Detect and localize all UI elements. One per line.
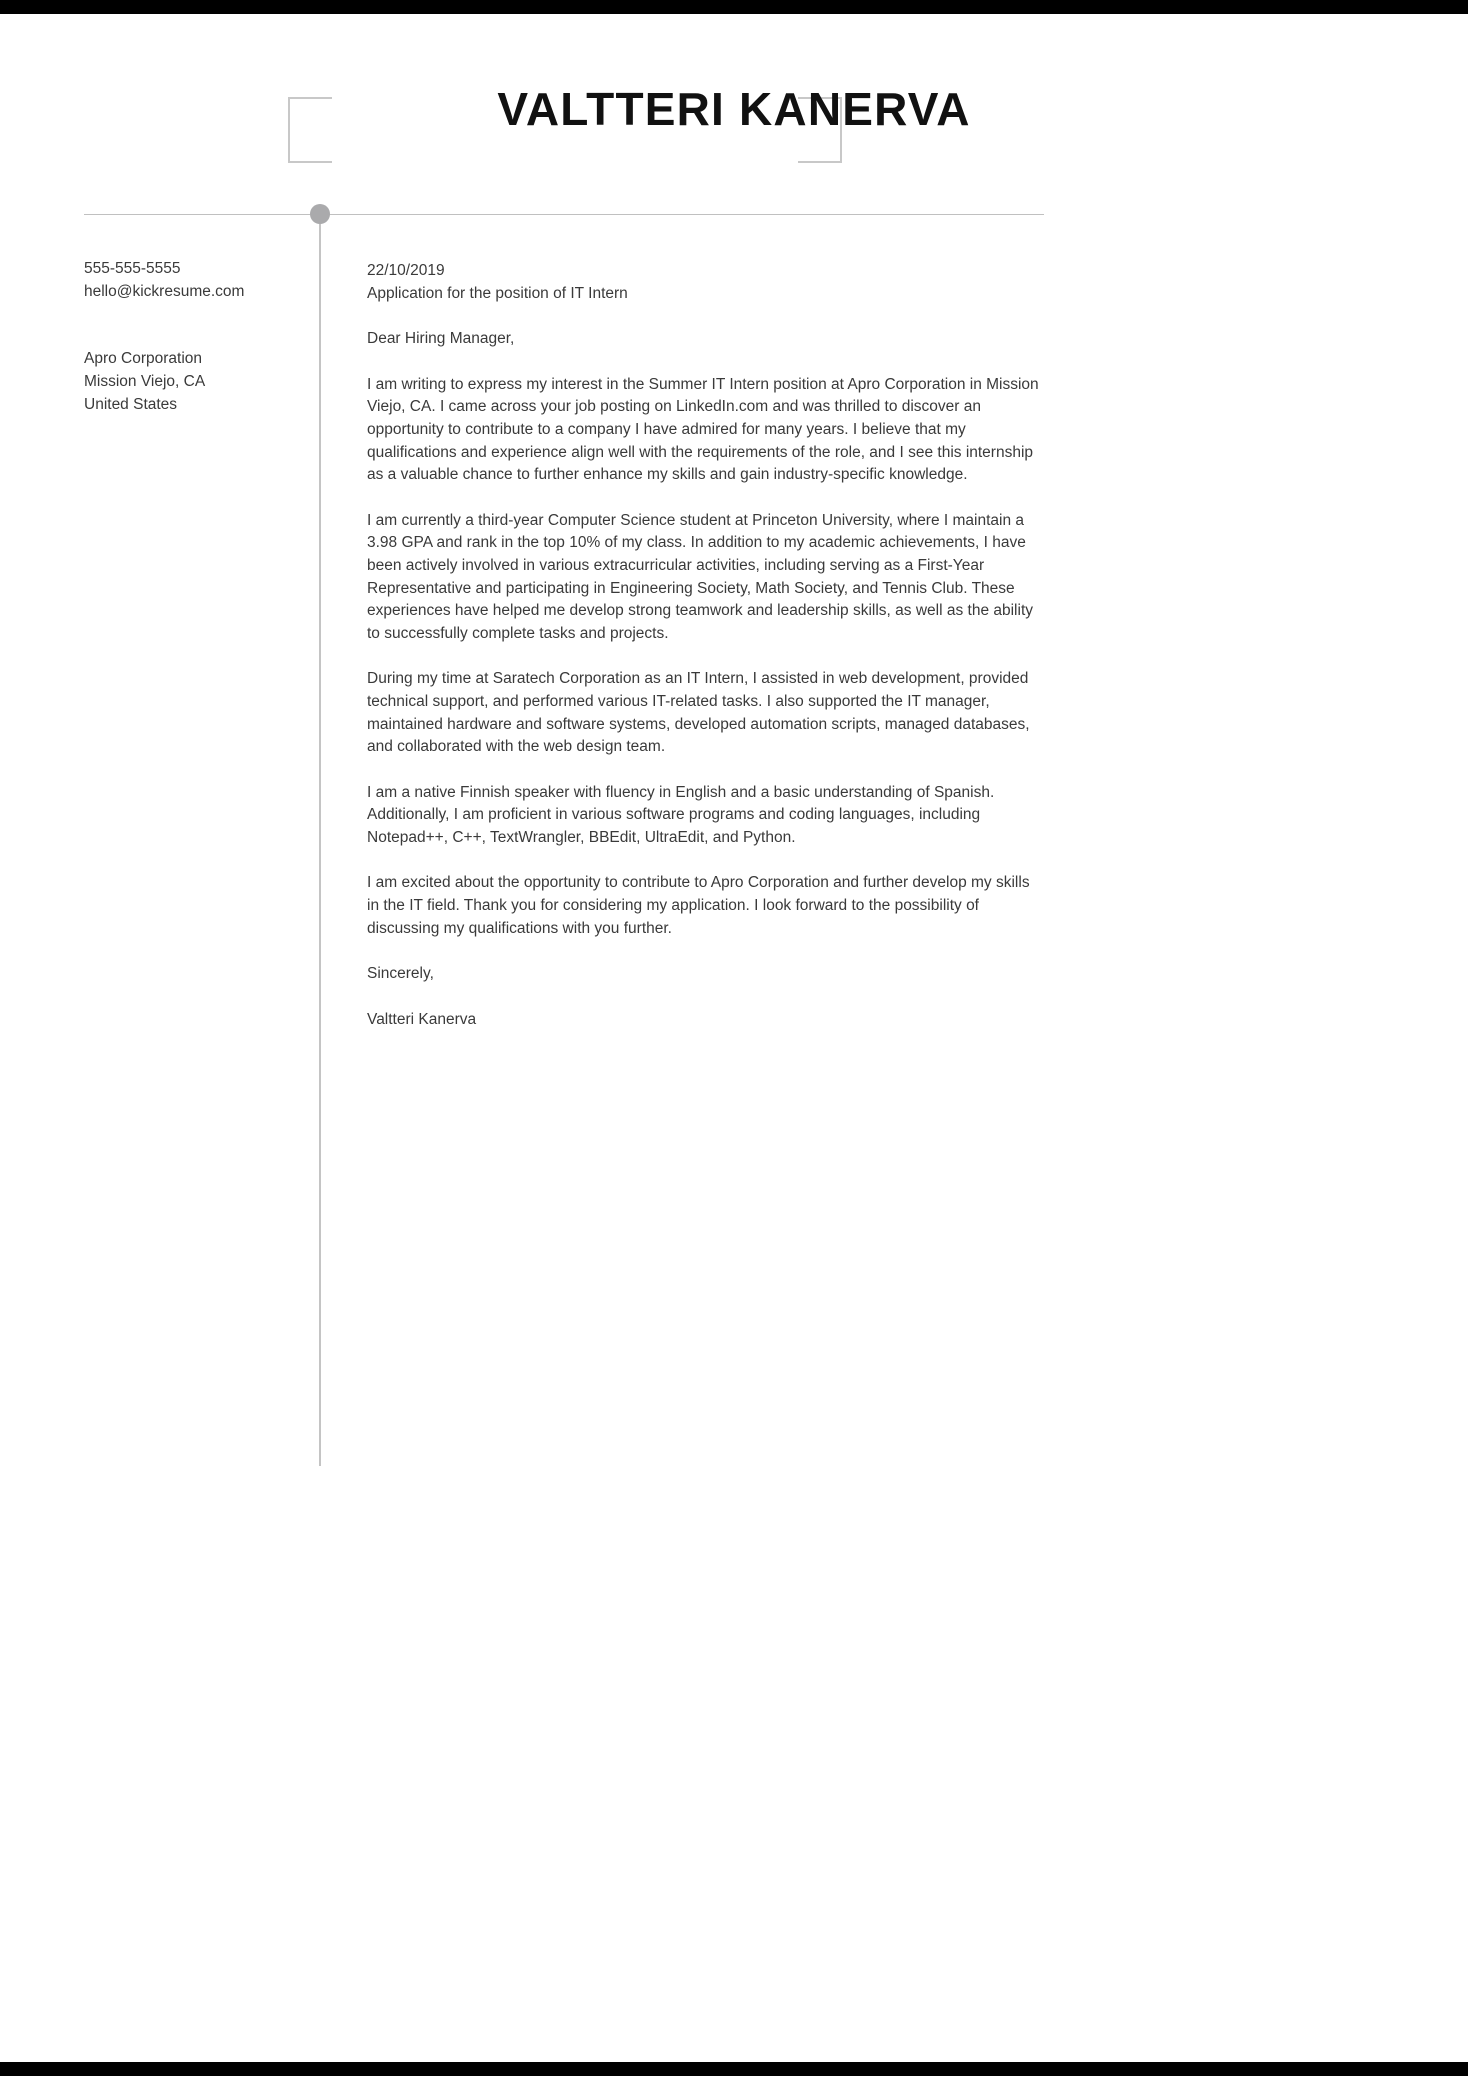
letter-header: [0, 14, 1468, 200]
letter-paragraph: I am currently a third-year Computer Science student at Princeton University, where I maintain a 3.98 GPA and rank in the top 10% of my class. In addition to my academic achievements, I have been actively involved in various extracurricular activities, including serving as a First-Year Representative and participating in Engineering Society, Math Society, and Tennis Club. These experiences have helped me develop strong teamwork and leadership skills, as well as the ability to successfully complete tasks and projects.: [367, 511, 1034, 642]
contact-block: [84, 257, 294, 303]
letter-date: 22/10/2019: [367, 262, 445, 279]
sidebar: [84, 257, 294, 460]
candidate-name: VALTTERI KANERVA: [497, 83, 971, 135]
letter-paragraph: I am writing to express my interest in the Summer IT Intern position at Apro Corporation in Mission Viejo, CA. I came across your job posting on LinkedIn.com and was thrilled to discover an opportunity to contribute to a company I have admired for many years. I believe that my qualifications and experience align well with the requirements of the role, and I see this internship as a valuable chance to further enhance my skills and gain industry-specific knowledge.: [367, 375, 1039, 484]
column-divider-line: [319, 224, 321, 1466]
divider-node-icon: [310, 204, 330, 224]
letter-closing: Sincerely,: [367, 965, 434, 983]
contact-phone: 555-555-5555: [84, 260, 181, 277]
letter-paragraph: I am excited about the opportunity to contribute to Apro Corporation and further develop my skills in the IT field. Thank you for considering my application. I look forward to the possibility of discussing my qualifications with you further.: [367, 874, 1030, 937]
recipient-city: Mission Viejo, CA: [84, 373, 206, 390]
contact-email: hello@kickresume.com: [84, 283, 245, 300]
recipient-company: Apro Corporation: [84, 350, 203, 367]
letter-subject: Application for the position of IT Intern: [367, 284, 628, 302]
letter-paragraph: During my time at Saratech Corporation as an IT Intern, I assisted in web development, provided technical support, and performed various IT-related tasks. I also supported the IT manager, maintained hardware and software systems, developed automation scripts, managed databases, and collaborated with the web design team.: [367, 670, 1030, 756]
header-divider-rule: [84, 214, 1044, 215]
recipient-block: [84, 347, 294, 416]
letter-signature: Valtteri Kanerva: [367, 1010, 477, 1028]
cover-letter-page: [0, 14, 1468, 2062]
recipient-country: United States: [84, 396, 178, 413]
letter-body: [367, 260, 1045, 1031]
letter-salutation: Dear Hiring Manager,: [367, 330, 515, 348]
letter-paragraph: I am a native Finnish speaker with fluency in English and a basic understanding of Spanish. Additionally, I am proficient in various software programs and coding languages, including Notepad++, C++, TextWrangler, BBEdit, UltraEdit, and Python.: [367, 783, 995, 846]
